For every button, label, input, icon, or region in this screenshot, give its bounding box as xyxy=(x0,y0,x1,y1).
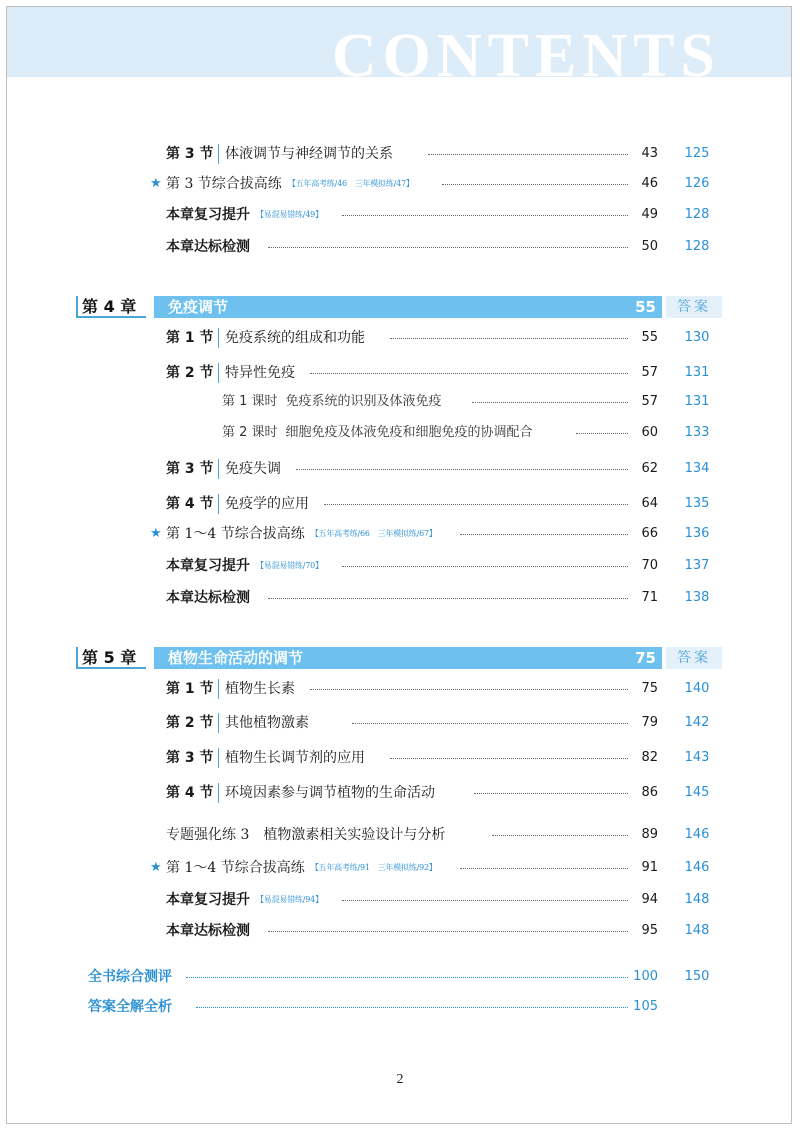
toc-entry[interactable] xyxy=(0,554,800,578)
section-divider xyxy=(218,783,219,803)
entry-page: 100 xyxy=(633,969,658,984)
entry-page: 95 xyxy=(641,923,658,938)
toc-entry[interactable] xyxy=(0,457,800,481)
contents-banner xyxy=(7,7,791,90)
chapter-title-bar xyxy=(154,647,662,669)
entry-title: 本章达标检测 xyxy=(166,239,250,255)
answer-page: 137 xyxy=(684,558,710,573)
chapter-title: 免疫调节 xyxy=(168,298,229,316)
section-number: 第 3 节 xyxy=(166,750,214,766)
chapter-title: 植物生命活动的调节 xyxy=(168,649,304,667)
section-divider xyxy=(218,679,219,699)
section-divider xyxy=(218,144,219,164)
answer-page: 138 xyxy=(684,590,710,605)
entry-page: 55 xyxy=(641,330,658,345)
entry-title: 细胞免疫及体液免疫和细胞免疫的协调配合 xyxy=(285,425,533,440)
entry-page: 50 xyxy=(641,239,658,254)
entry-title: 免疫学的应用 xyxy=(225,496,309,512)
entry-title: 特异性免疫 xyxy=(225,365,295,381)
leader-dots xyxy=(460,534,628,535)
toc-entry[interactable] xyxy=(0,888,800,912)
leader-dots xyxy=(186,977,628,978)
leader-dots xyxy=(460,868,628,869)
entry-page: 70 xyxy=(641,558,658,573)
entry-page: 94 xyxy=(641,892,658,907)
leader-dots xyxy=(296,469,628,470)
entry-page: 49 xyxy=(641,207,658,222)
leader-dots xyxy=(492,835,628,836)
section-divider xyxy=(218,748,219,768)
answer-page: 125 xyxy=(684,146,710,161)
toc-entry[interactable] xyxy=(0,586,800,610)
entry-page: 66 xyxy=(641,526,658,541)
answer-page: 140 xyxy=(684,681,710,696)
chapter-page: 55 xyxy=(635,298,656,316)
answer-page: 145 xyxy=(684,785,710,800)
entry-page: 62 xyxy=(641,461,658,476)
entry-title: 本章达标检测 xyxy=(166,590,250,606)
answer-column-label: 答案 xyxy=(666,647,722,669)
chapter-label: 第 4 章 xyxy=(76,296,146,318)
entry-title: 本章复习提升 xyxy=(166,892,250,908)
lesson-number: 第 1 课时 xyxy=(222,394,278,409)
section-divider xyxy=(218,459,219,479)
answer-page: 135 xyxy=(684,496,710,511)
answer-page: 128 xyxy=(684,239,710,254)
entry-title: 免疫系统的识别及体液免疫 xyxy=(285,394,442,409)
answer-page: 146 xyxy=(684,860,710,875)
answer-page: 148 xyxy=(684,892,710,907)
entry-page: 79 xyxy=(641,715,658,730)
toc-entry[interactable] xyxy=(0,746,800,770)
toc-entry[interactable] xyxy=(0,522,800,546)
entry-title: 答案全解全析 xyxy=(88,999,172,1015)
leader-dots xyxy=(352,723,628,724)
entry-title: 植物生长素 xyxy=(225,681,295,697)
answer-page: 150 xyxy=(684,969,710,984)
entry-subnote: 【易混易错练/94】 xyxy=(256,895,323,904)
entry-title: 第 3 节综合拔高练 xyxy=(166,176,282,192)
entry-title: 第 1～4 节综合拔高练 xyxy=(166,860,305,876)
answer-page: 136 xyxy=(684,526,710,541)
entry-title: 本章达标检测 xyxy=(166,923,250,939)
entry-page: 60 xyxy=(641,425,658,440)
entry-title: 专题强化练 3 植物激素相关实验设计与分析 xyxy=(166,827,446,843)
answer-column-label: 答案 xyxy=(666,296,722,318)
answer-page: 143 xyxy=(684,750,710,765)
section-number: 第 3 节 xyxy=(166,146,214,162)
entry-title: 植物生长调节剂的应用 xyxy=(225,750,365,766)
leader-dots xyxy=(196,1007,628,1008)
leader-dots xyxy=(474,793,628,794)
page-number: 2 xyxy=(396,1072,404,1087)
entry-title: 环境因素参与调节植物的生命活动 xyxy=(225,785,435,801)
answer-page: 146 xyxy=(684,827,710,842)
section-number: 第 1 节 xyxy=(166,681,214,697)
section-divider xyxy=(218,494,219,514)
leader-dots xyxy=(324,504,628,505)
chapter-title-bar xyxy=(154,296,662,318)
answer-page: 128 xyxy=(684,207,710,222)
toc-entry[interactable] xyxy=(0,823,800,847)
lesson-number: 第 2 课时 xyxy=(222,425,278,440)
entry-page: 82 xyxy=(641,750,658,765)
toc-entry[interactable] xyxy=(0,711,800,735)
answer-page: 133 xyxy=(684,425,710,440)
toc-entry[interactable] xyxy=(0,781,800,805)
leader-dots xyxy=(268,931,628,932)
toc-entry[interactable] xyxy=(0,919,800,943)
entry-page: 64 xyxy=(641,496,658,511)
toc-entry[interactable] xyxy=(0,326,800,350)
entry-subnote: 【五年高考练/91 三年模拟练/92】 xyxy=(310,863,437,872)
entry-title: 免疫系统的组成和功能 xyxy=(225,330,365,346)
answer-page: 131 xyxy=(684,365,710,380)
chapter-header[interactable] xyxy=(0,647,800,671)
entry-page: 86 xyxy=(641,785,658,800)
entry-page: 75 xyxy=(641,681,658,696)
star-icon: ★ xyxy=(150,176,162,191)
leader-dots xyxy=(428,154,628,155)
toc-entry[interactable] xyxy=(0,235,800,259)
chapter-header[interactable] xyxy=(0,296,800,320)
entry-page: 71 xyxy=(641,590,658,605)
star-icon: ★ xyxy=(150,526,162,541)
toc-entry[interactable] xyxy=(0,965,800,989)
answer-page: 134 xyxy=(684,461,710,476)
leader-dots xyxy=(472,402,628,403)
toc-entry[interactable] xyxy=(0,203,800,227)
entry-page: 43 xyxy=(641,146,658,161)
entry-title: 其他植物激素 xyxy=(225,715,309,731)
entry-page: 89 xyxy=(641,827,658,842)
leader-dots xyxy=(268,598,628,599)
toc-entry[interactable] xyxy=(0,677,800,701)
entry-title: 全书综合测评 xyxy=(88,969,172,985)
section-number: 第 1 节 xyxy=(166,330,214,346)
section-number: 第 3 节 xyxy=(166,461,214,477)
entry-page: 57 xyxy=(641,394,658,409)
toc-entry[interactable] xyxy=(0,142,800,166)
leader-dots xyxy=(390,758,628,759)
entry-page: 57 xyxy=(641,365,658,380)
chapter-label: 第 5 章 xyxy=(76,647,146,669)
answer-page: 130 xyxy=(684,330,710,345)
entry-title: 本章复习提升 xyxy=(166,207,250,223)
section-divider xyxy=(218,713,219,733)
toc-entry[interactable] xyxy=(0,995,800,1019)
entry-subnote: 【五年高考练/66 三年模拟练/67】 xyxy=(310,529,437,538)
entry-subnote: 【五年高考练/46 三年模拟练/47】 xyxy=(287,179,414,188)
entry-page: 46 xyxy=(641,176,658,191)
leader-dots xyxy=(342,215,628,216)
leader-dots xyxy=(342,566,628,567)
entry-title: 体液调节与神经调节的关系 xyxy=(225,146,393,162)
entry-title: 免疫失调 xyxy=(225,461,281,477)
entry-title: 第 1～4 节综合拔高练 xyxy=(166,526,305,542)
toc-entry[interactable] xyxy=(0,492,800,516)
section-number: 第 2 节 xyxy=(166,715,214,731)
leader-dots xyxy=(268,247,628,248)
star-icon: ★ xyxy=(150,860,162,875)
leader-dots xyxy=(442,184,628,185)
entry-subnote: 【易混易错练/70】 xyxy=(256,561,323,570)
leader-dots xyxy=(310,373,628,374)
section-number: 第 4 节 xyxy=(166,785,214,801)
entry-page: 91 xyxy=(641,860,658,875)
section-number: 第 2 节 xyxy=(166,365,214,381)
entry-title: 本章复习提升 xyxy=(166,558,250,574)
entry-subnote: 【易混易错练/49】 xyxy=(256,210,323,219)
banner-title: CONTENTS xyxy=(331,22,721,90)
toc-entry[interactable] xyxy=(0,361,800,385)
answer-page: 142 xyxy=(684,715,710,730)
section-divider xyxy=(218,363,219,383)
answer-page: 126 xyxy=(684,176,710,191)
leader-dots xyxy=(342,900,628,901)
answer-page: 131 xyxy=(684,394,710,409)
toc-entry[interactable] xyxy=(0,421,800,445)
leader-dots xyxy=(310,689,628,690)
chapter-page: 75 xyxy=(635,649,656,667)
toc-entry[interactable] xyxy=(0,856,800,880)
section-divider xyxy=(218,328,219,348)
entry-page: 105 xyxy=(633,999,658,1014)
section-number: 第 4 节 xyxy=(166,496,214,512)
toc-entry[interactable] xyxy=(0,390,800,414)
leader-dots xyxy=(390,338,628,339)
answer-page: 148 xyxy=(684,923,710,938)
toc-entry[interactable] xyxy=(0,172,800,196)
